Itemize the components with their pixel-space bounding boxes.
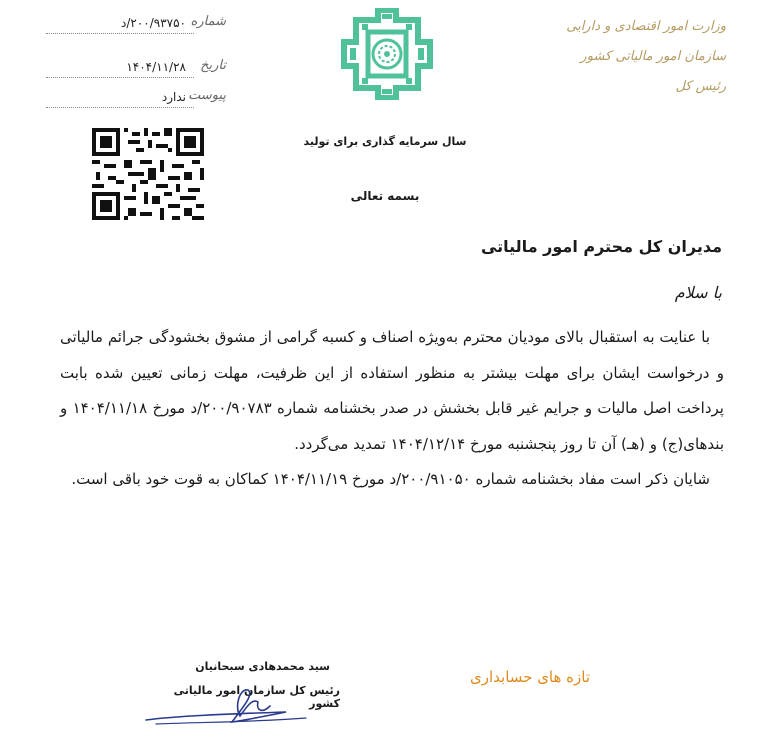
- signatory-name: سید محمدهادی سبحانیان: [195, 660, 330, 673]
- letter-body: [60, 320, 724, 498]
- letter-number-label: شماره: [190, 14, 226, 29]
- handwritten-signature: [136, 676, 316, 732]
- tax-organization-logo: [338, 8, 436, 100]
- body-paragraph-2: شایان ذکر است مفاد بخشنامه شماره ۲۰۰/۹۱۰۵۰/د مورخ ۱۴۰۴/۱۱/۱۹ کماکان به قوت خود باقی است.: [71, 470, 710, 488]
- dotted-line: [46, 107, 194, 108]
- letter-recipient: مدیران کل محترم امور مالیاتی: [480, 237, 722, 256]
- ministry-line-3: رئیس کل: [675, 79, 726, 94]
- ministry-header: [526, 12, 726, 102]
- bismillah-heading: بسمه تعالی: [350, 189, 420, 203]
- ministry-line-2: سازمان امور مالیاتی کشور: [580, 49, 726, 64]
- body-paragraph-1: با عنایت به استقبال بالای مودیان محترم به‌ویژه اصناف و کسبه گرامی از مشوق بخشودگی جرائم مالیاتی و درخواست ایشان برای مهلت بیشتر به منظور استفاده از این ظرفیت، مهلت زمانی تعیین شده بابت پرداخت اصل مالیات و جرایم غیر قابل بخشش در صدر بخشنامه شماره ۲۰۰/۹۰۷۸۳/د مورخ ۱۴۰۴/۱۱/۱۸ و بندهای(ج) و (هـ) آن تا روز پنجشنبه مورخ ۱۴۰۴/۱۲/۱۴ تمدید می‌گردد.: [60, 328, 724, 453]
- letter-date-value: ۱۴۰۴/۱۱/۲۸: [126, 60, 186, 74]
- dotted-line: [46, 33, 194, 34]
- letter-attachment-value: ندارد: [161, 90, 186, 104]
- year-slogan: سال سرمایه گذاری برای تولید: [303, 135, 467, 148]
- letter-attachment-label: پیوست: [188, 88, 226, 103]
- dotted-line: [46, 77, 194, 78]
- letter-date-row: [46, 58, 226, 84]
- letter-greeting: با سلام: [674, 283, 722, 302]
- watermark-text: تازه های حسابداری: [470, 668, 591, 686]
- signatory-title: رئیس کل سازمان امور مالیاتی کشور: [173, 684, 340, 710]
- letter-date-label: تاریخ: [200, 58, 226, 73]
- letter-number-row: [46, 14, 226, 40]
- ministry-line-1: وزارت امور اقتصادی و دارایی: [566, 19, 726, 34]
- letter-number-value: ۲۰۰/۹۳۷۵۰/د: [121, 16, 186, 30]
- letter-attachment-row: [46, 88, 226, 114]
- qr-code: [92, 128, 204, 220]
